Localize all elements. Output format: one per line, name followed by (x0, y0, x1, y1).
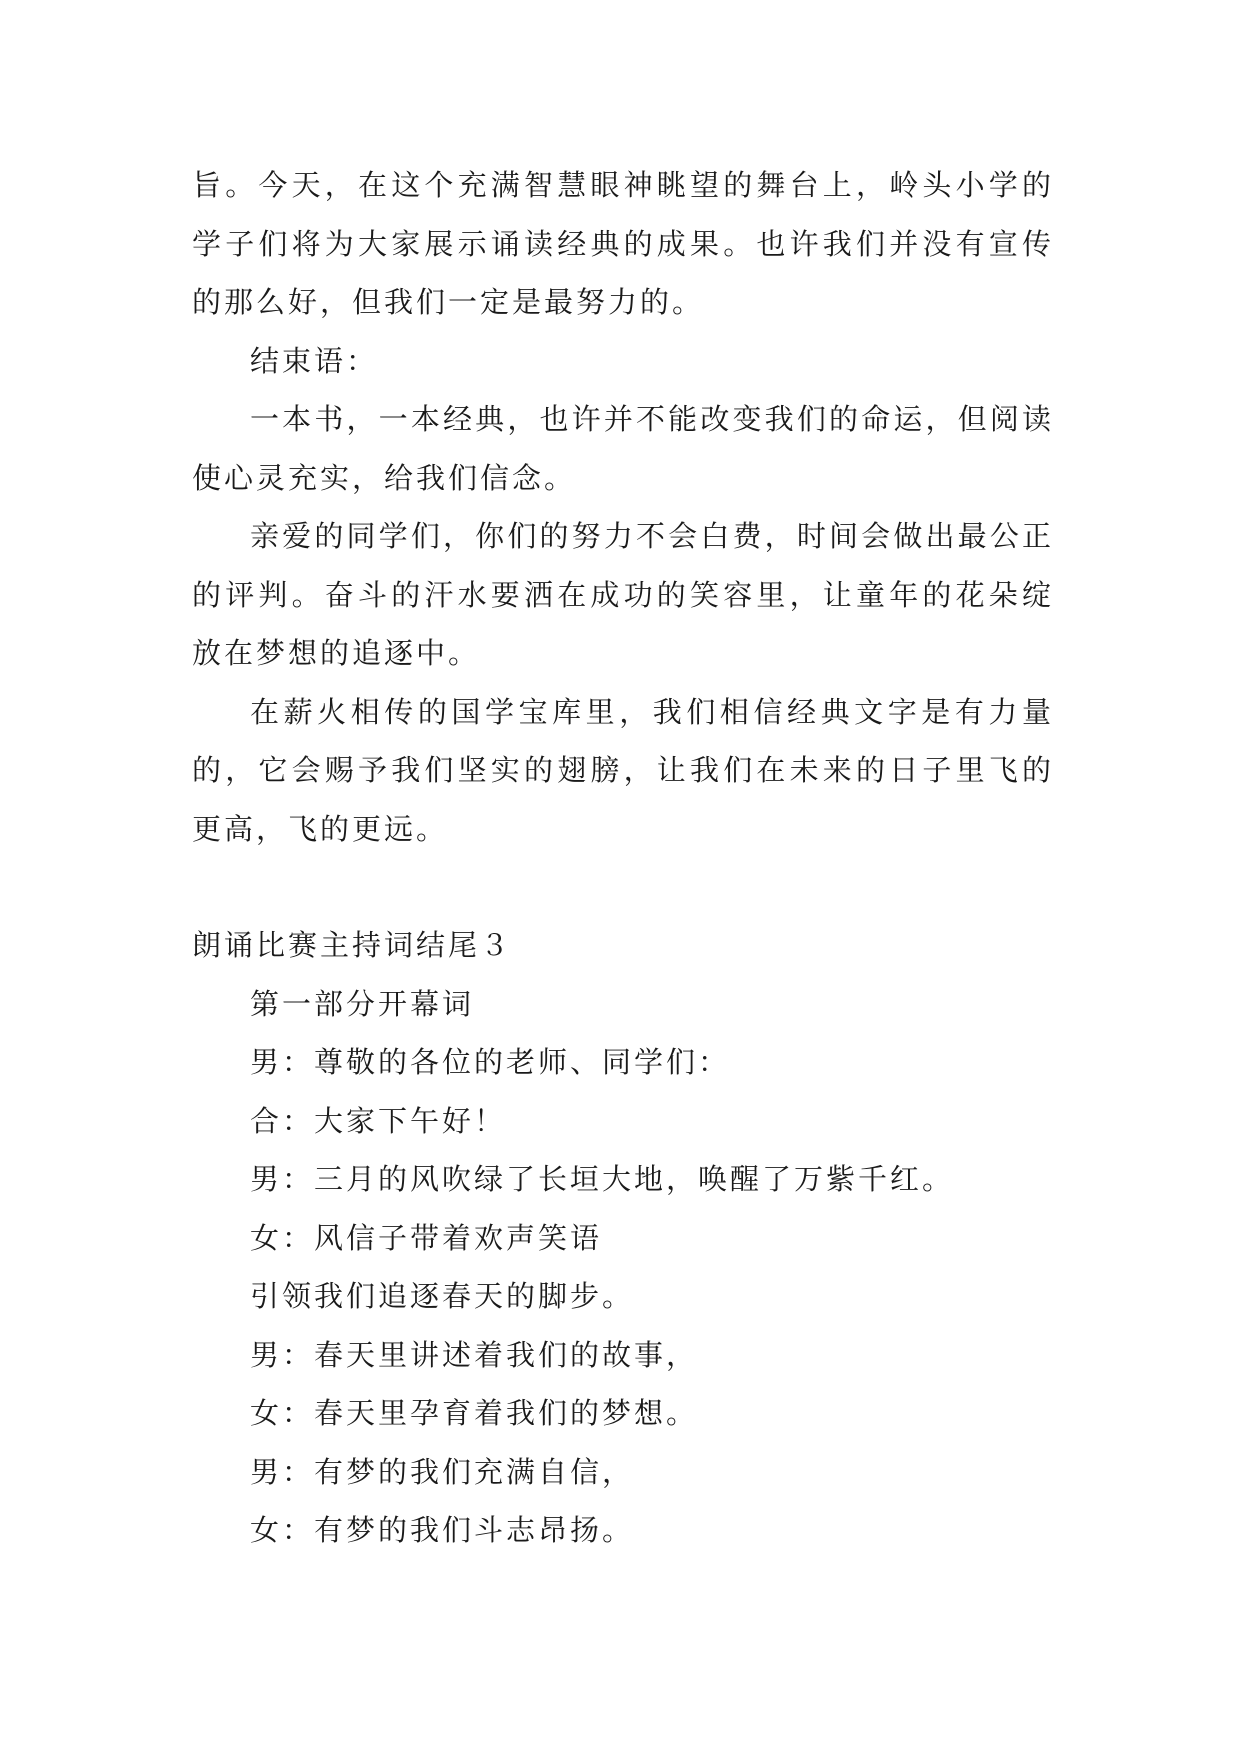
script-line: 男：尊敬的各位的老师、同学们： (250, 1045, 731, 1079)
script-line: 女：有梦的我们斗志昂扬。 (250, 1513, 635, 1547)
script-line: 女：春天里孕育着我们的梦想。 (250, 1396, 699, 1430)
document-body (192, 156, 1054, 1560)
script-line: 合：大家下午好！ (250, 1103, 507, 1138)
paragraph-closing-label: 结束语： (250, 343, 379, 378)
paragraph-classics: 在薪火相传的国学宝库里，我们相信经典文字是有力量的，它会赐予我们坚实的翅膀，让我们在未来的日子里飞的更高，飞的更远。 (192, 694, 1054, 846)
script-line: 男：三月的风吹绿了长垣大地，唤醒了万紫千红。 (250, 1162, 955, 1196)
paragraph-classmates: 亲爱的同学们，你们的努力不会白费，时间会做出最公正的评判。奋斗的汗水要洒在成功的笑容里，让童年的花朵绽放在梦想的追逐中。 (192, 519, 1054, 670)
script-line: 第一部分开幕词 (250, 986, 475, 1021)
script-line: 女：风信子带着欢声笑语 (250, 1220, 603, 1255)
script-line: 引领我们追逐春天的脚步。 (250, 1279, 635, 1313)
paragraph-book: 一本书，一本经典，也许并不能改变我们的命运，但阅读使心灵充实，给我们信念。 (192, 402, 1054, 495)
script-line: 男：有梦的我们充满自信， (250, 1454, 635, 1489)
section-heading: 朗诵比赛主持词结尾３ (192, 928, 513, 962)
paragraph-continuation: 旨。今天，在这个充满智慧眼神眺望的舞台上，岭头小学的学子们将为大家展示诵读经典的成果。也许我们并没有宣传的那么好，但我们一定是最努力的。 (192, 168, 1054, 319)
script-line: 男：春天里讲述着我们的故事， (250, 1337, 699, 1372)
